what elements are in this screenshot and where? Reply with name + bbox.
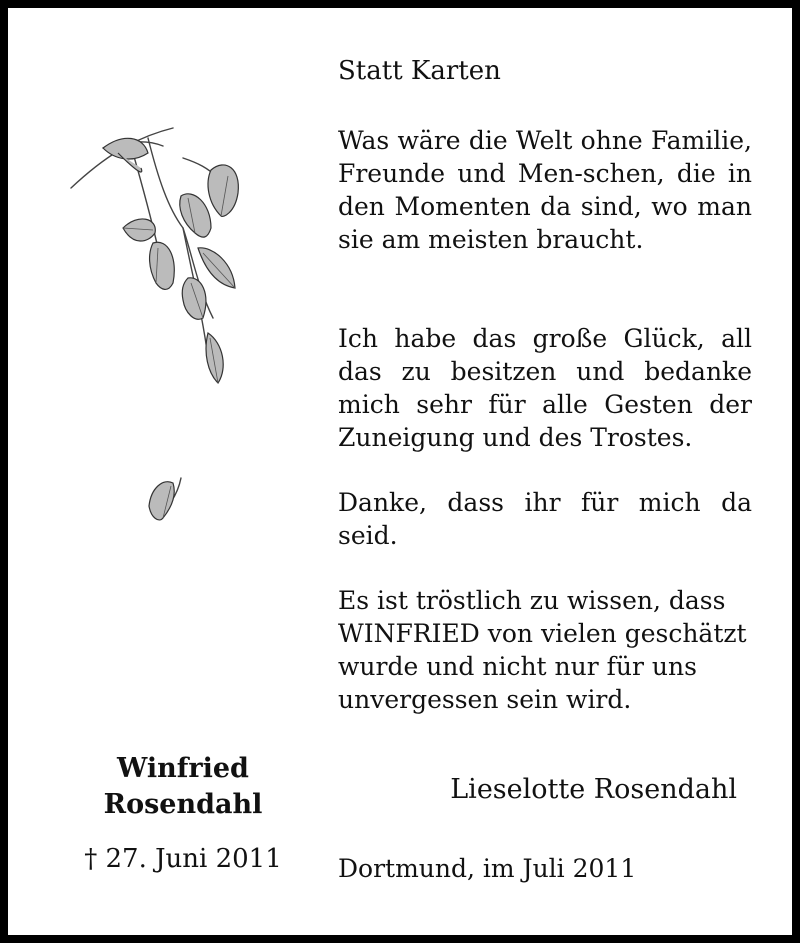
death-date: † 27. Juni 2011 — [84, 844, 282, 874]
deceased-name — [68, 751, 298, 823]
paragraph-4: Es ist tröstlich zu wissen, dass WINFRIED von vielen geschätzt wurde und nicht nur für uns unvergessen sein wird. — [338, 586, 747, 714]
paragraph-2: Ich habe das große Glück, all das zu besitzen und bedanke mich sehr für alle Gesten der Zuneigung und des Trostes. — [338, 324, 752, 452]
deceased-last-name: Rosendahl — [103, 789, 263, 820]
deceased-first-name: Winfried — [117, 753, 249, 784]
signer-name: Lieselotte Rosendahl — [450, 774, 737, 805]
birch-branch-icon — [63, 118, 263, 538]
paragraph-1: Was wäre die Welt ohne Familie, Freunde und Men-schen, die in den Momenten da sind, wo man sie am meisten braucht. — [338, 126, 752, 254]
heading-statt-karten: Statt Karten — [338, 56, 501, 86]
place-date: Dortmund, im Juli 2011 — [338, 854, 637, 883]
paragraph-3: Danke, dass ihr für mich da seid. — [338, 488, 752, 550]
